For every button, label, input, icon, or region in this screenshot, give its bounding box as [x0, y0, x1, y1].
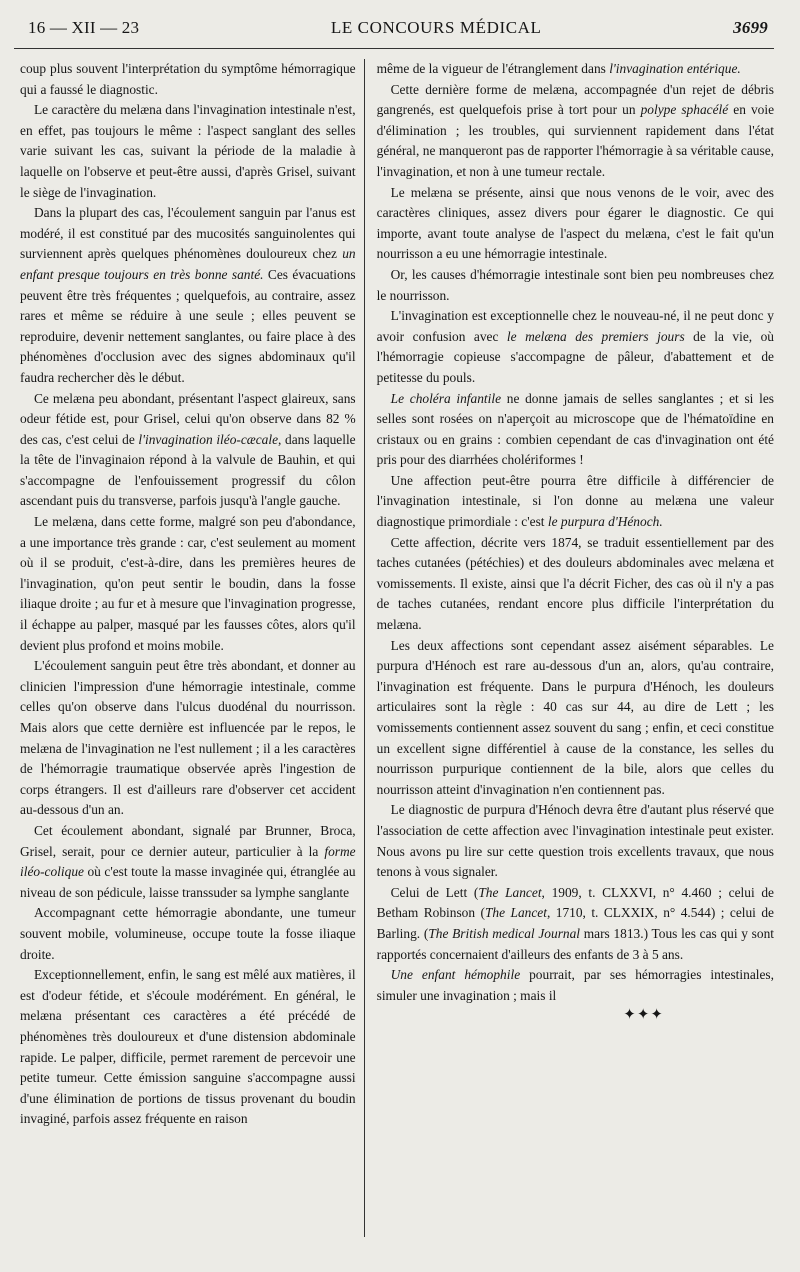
paragraph: Cette affection, décrite vers 1874, se traduit essentiellement par des taches cutanées (pétéchies) et des douleurs abdominales avec melæna et vomissements. Il existe, ainsi que l'a décrit Ficher, des cas où il n'y a pas de taches cutanées, rendant encore plus difficile l'interprétation du melæna. [376, 534, 774, 633]
page-number: 3699 [733, 18, 768, 37]
running-header [14, 18, 774, 49]
paragraph: Le choléra infantile ne donne jamais de selles sanglantes ; et si les selles sont rosées on n'aperçoit au microscope que de l'hématoïdine en cristaux ou en grains : combien cependant de cas d'invagination ont été pris pour des diarrhées cholériformes ! [376, 390, 774, 468]
paragraph: Celui de Lett (The Lancet, 1909, t. CLXXVI, n° 4.460 ; celui de Betham Robinson (The Lancet, 1710, t. CLXXIX, n° 4.544) ; celui de Barling. (The British medical Journal mars 1813.) Tous les cas qui y sont rapportés concernaient d'ailleurs des enfants de 3 à 5 ans. [376, 884, 774, 962]
issue-date: 16 — XII — 23 [28, 18, 140, 37]
paragraph: coup plus souvent l'interprétation du symptôme hémorragique qui a faussé le diagnostic. [20, 61, 356, 97]
paragraph: Cette dernière forme de melæna, accompagnée d'un rejet de débris gangrenés, est quelquefois prise à tort pour un polype sphacélé en voie d'élimination ; les troubles, qui surviennent rapidement dans l'état général, ne manqueront pas de rapporter l'hémorragie à sa véritable cause, l'invagination, et non à une tumeur rectale. [376, 81, 774, 179]
paragraph: Une affection peut-être pourra être difficile à différencier de l'invagination intestinale, si l'on donne au melæna une valeur diagnostique primordiale : c'est le purpura d'Hénoch. [376, 472, 774, 530]
paragraph: Accompagnant cette hémorragie abondante, une tumeur souvent mobile, volumineuse, occupe toute la fosse iliaque droite. [20, 905, 356, 962]
paragraph: Cet écoulement abondant, signalé par Brunner, Broca, Grisel, serait, pour ce dernier auteur, particulier à la forme iléo-colique où c'est toute la masse invaginée qui, étranglée au niveau de son pédicule, laisse transsuder sa lymphe sanglante [20, 822, 356, 900]
paragraph: L'écoulement sanguin peut être très abondant, et donner au clinicien l'impression d'une hémorragie intestinale, comme celles qu'on observe dans l'ulcus duodénal du nourrisson. Mais alors que cette dernière est influencée par le repos, le melæna de l'invagination ne l'est nullement ; il a les caractères de l'hémorragie traumatique observée après l'ingestion de corps étrangers. Il est d'ailleurs rare d'observer cet accident au-dessous d'un an. [20, 658, 356, 818]
paragraph: Dans la plupart des cas, l'écoulement sanguin par l'anus est modéré, il est constitué par des mucosités sanguinolentes qui surviennent après quelques phénomènes douloureux chez un enfant presque toujours en très bonne santé. Ces évacuations peuvent être très fréquentes ; quelquefois, au contraire, assez rares et même se réduire à une seule ; elles peuvent se reproduire, devenir nettement sanglantes, ou faire place à des phénomènes d'occlusion avec des signes abdominaux qu'il faudra rechercher dès le début. [20, 205, 356, 385]
journal-title: LE CONCOURS MÉDICAL [330, 18, 542, 37]
paragraph: Le caractère du melæna dans l'invagination intestinale n'est, en effet, pas toujours le même : l'aspect sanglant des selles varie suivant les cas, suivant la période de la maladie à laquelle on l'observe et peut-être aussi, d'après Grisel, suivant le siège de l'invagination. [20, 102, 356, 200]
paragraph: Exceptionnellement, enfin, le sang est mêlé aux matières, il est d'odeur fétide, et s'écoule modérément. En général, le melæna présentant ces caractères a été précédé de phénomènes très douloureux et d'une distension abdominale rapide. Le palper, difficile, permet rarement de percevoir une petite tumeur. Cette émission sanguine s'accompagne aussi d'une élimination de portions de tissus provenant du boudin invaginé, parfois assez fréquente en raison [20, 967, 356, 1127]
text-columns [14, 55, 774, 1255]
paragraph: Le melæna, dans cette forme, malgré son peu d'abondance, a une importance très grande : car, c'est seulement au moment où il se produit, c'est-à-dire, dans les premières heures de l'invagination, qu'on peut sentir le boudin, dans la fosse iliaque droite ; au fur et à mesure que l'invagination progresse, il échappe au palper, masqué par les fausses côtes, alors qu'il devient plus profond et moins mobile. [20, 514, 356, 653]
paragraph: Ce melæna peu abondant, présentant l'aspect glaireux, sans odeur fétide est, pour Grisel, celui qu'on observe dans 82 % des cas, c'est celui de l'invagination iléo-cæcale, dans laquelle la tête de l'invaginaion répond à la valvule de Bauhin, et qui s'accompagne de l'enfouissement progressif du côlon ascendant puis du transverse, parfois jusqu'à l'angle gauche. [20, 390, 356, 509]
left-column [14, 55, 364, 1255]
paragraph: même de la vigueur de l'étranglement dans l'invagination entérique. [376, 61, 741, 76]
paragraph: Une enfant hémophile pourrait, par ses hémorragies intestinales, simuler une invagination ; mais il [376, 967, 774, 1003]
right-column [365, 55, 774, 1255]
continuation-ornament: ✦✦✦ [623, 1007, 664, 1024]
paragraph: Or, les causes d'hémorragie intestinale sont bien peu nombreuses chez le nourrisson. [376, 266, 774, 303]
paragraph: Le diagnostic de purpura d'Hénoch devra être d'autant plus réservé que l'association de cette affection avec l'invagination intestinale peut exister. Nous avons pu lire sur cette question trois excellents travaux, que nous tenons à vous signaler. [376, 802, 774, 880]
paragraph: Le melæna se présente, ainsi que nous venons de le voir, avec des caractères cliniques, assez divers pour égarer le diagnostic. Ce qui importe, avant toute analyse de l'aspect du melæna, c'est le fait qu'un nourrisson a eu une hémorragie intestinale. [376, 184, 774, 262]
paragraph: Les deux affections sont cependant assez aisément séparables. Le purpura d'Hénoch est rare au-dessous d'un an, alors, qu'au contraire, l'invagination est fréquente. Dans le purpura d'Hénoch, les douleurs articulaires sont la règle : 40 cas sur 44, au dire de Lett ; les vomissements contiennent assez souvent du sang ; enfin, et ceci constitue un excellent signe différentiel à cause de la constance, les selles du nourrisson purpurique contiennent de la bile, alors que celles du nourrisson atteint d'invagination n'en contiennent pas. [376, 637, 774, 797]
paragraph: L'invagination est exceptionnelle chez le nouveau-né, il ne peut donc y avoir confusion avec le melæna des premiers jours de la vie, où l'hémorragie copieuse s'accompagne de pâleur, d'abattement et de petitesse du pouls. [376, 308, 774, 385]
